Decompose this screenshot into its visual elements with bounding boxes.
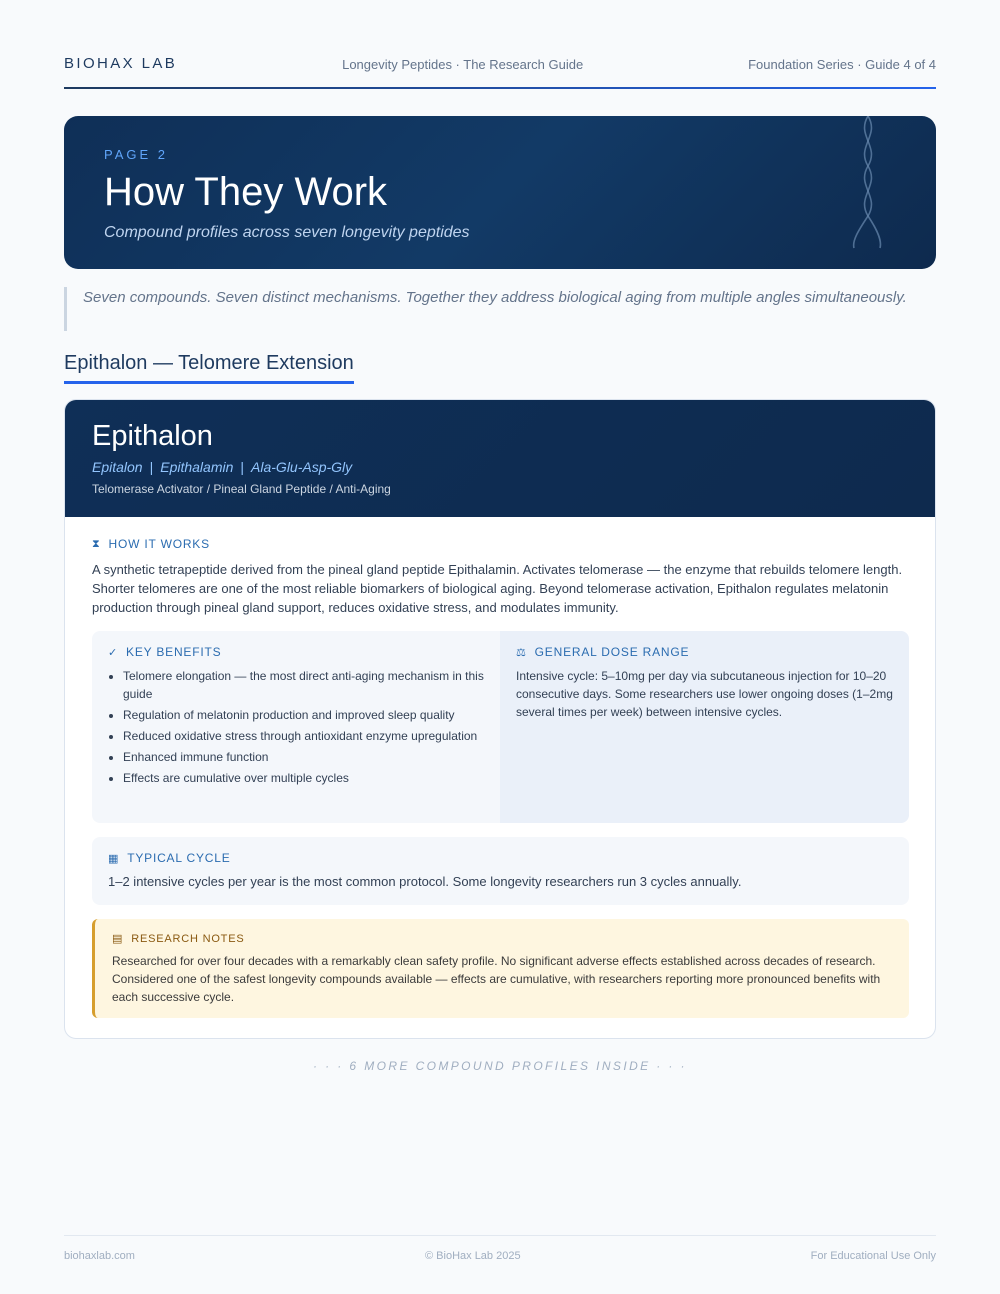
typical-cycle-section	[92, 837, 909, 905]
compound-category: Telomerase Activator / Pineal Gland Peptide / Anti-Aging	[92, 482, 391, 496]
dna-helix-icon	[848, 116, 888, 251]
books-icon: ▤	[112, 933, 124, 945]
footer-disclaimer: For Educational Use Only	[810, 1249, 936, 1262]
how-it-works-section	[92, 537, 912, 617]
how-it-works-title: HOW IT WORKS	[108, 537, 210, 551]
page-footer	[64, 1235, 936, 1275]
compound-name: Epithalon	[92, 420, 213, 452]
page-kicker: PAGE 2	[104, 147, 169, 162]
typical-cycle-title: TYPICAL CYCLE	[127, 851, 231, 865]
compound-card	[64, 399, 936, 1039]
dose-range-section	[500, 631, 909, 823]
scale-icon: ⚖	[516, 646, 527, 659]
research-notes-label	[112, 932, 892, 945]
alias-separator: |	[149, 459, 154, 475]
how-it-works-text: A synthetic tetrapeptide derived from the pineal gland peptide Epithalamin. Activates telomerase — the enzyme that rebuilds telomere length. Shorter telomeres are one of the most reliable biomarkers of biological aging. Beyond telomerase activation, Epithalon regulates melatonin production through pineal gland support, reduces oxidative stress, and modulates immunity.	[92, 562, 903, 615]
brand-name: BIOHAX LAB	[64, 55, 178, 72]
list-item: • Reduced oxidative stress through antioxidant enzyme upregulation	[123, 727, 484, 745]
alias: Epitalon	[92, 459, 143, 475]
research-notes-title: RESEARCH NOTES	[131, 932, 245, 945]
more-profiles-note: · · · 6 MORE COMPOUND PROFILES INSIDE · · ·	[313, 1059, 687, 1073]
guide-title: Longevity Peptides · The Research Guide	[342, 57, 584, 72]
footer-copyright: © BioHax Lab 2025	[425, 1249, 521, 1262]
list-item: • Regulation of melatonin production and improved sleep quality	[123, 706, 484, 724]
check-icon: ✓	[108, 646, 119, 659]
alias-separator: |	[240, 459, 245, 475]
how-it-works-label	[92, 537, 912, 551]
alias: Ala-Glu-Asp-Gly	[251, 459, 353, 475]
typical-cycle-label	[108, 851, 893, 865]
list-item: • Telomere elongation — the most direct anti-aging mechanism in this guide	[123, 667, 484, 703]
research-notes-text: Researched for over four decades with a remarkably clean safety profile. No significant adverse effects established across decades of research. Considered one of the safest longevity compounds available — effects are cumulative, with researchers reporting more pronounced benefits with each successive cycle.	[112, 954, 881, 1004]
key-benefits-section	[92, 631, 500, 823]
hero-banner	[64, 116, 936, 269]
dose-range-label	[516, 645, 893, 659]
intro-quote: Seven compounds. Seven distinct mechanisms. Together they address biological aging from multiple angles simultaneously.	[64, 287, 936, 331]
alias: Epithalamin	[160, 459, 234, 475]
section-heading: Epithalon — Telomere Extension	[64, 352, 354, 384]
compound-header	[65, 400, 936, 517]
key-benefits-title: KEY BENEFITS	[126, 645, 222, 659]
research-notes-section	[92, 919, 909, 1018]
footer-website: biohaxlab.com	[64, 1249, 135, 1262]
series-label: Foundation Series · Guide 4 of 4	[748, 57, 936, 72]
list-item: • Effects are cumulative over multiple cycles	[123, 769, 484, 787]
typical-cycle-text: 1–2 intensive cycles per year is the most common protocol. Some longevity researchers run 3 cycles annually.	[108, 874, 742, 889]
page-subtitle: Compound profiles across seven longevity peptides	[104, 224, 470, 241]
page-title: How They Work	[104, 170, 388, 214]
benefits-list	[108, 667, 484, 787]
top-header	[64, 55, 936, 89]
compound-aliases	[92, 459, 352, 475]
dose-range-text: Intensive cycle: 5–10mg per day via subcutaneous injection for 10–20 consecutive days. Some researchers use lower ongoing doses (1–2mg several times per week) between intensive cycles.	[516, 669, 893, 719]
calendar-icon: ▦	[108, 852, 120, 865]
dna-icon: ⧗	[92, 537, 101, 550]
dose-range-title: GENERAL DOSE RANGE	[534, 645, 690, 659]
key-benefits-label	[108, 645, 484, 659]
list-item: • Enhanced immune function	[123, 748, 484, 766]
